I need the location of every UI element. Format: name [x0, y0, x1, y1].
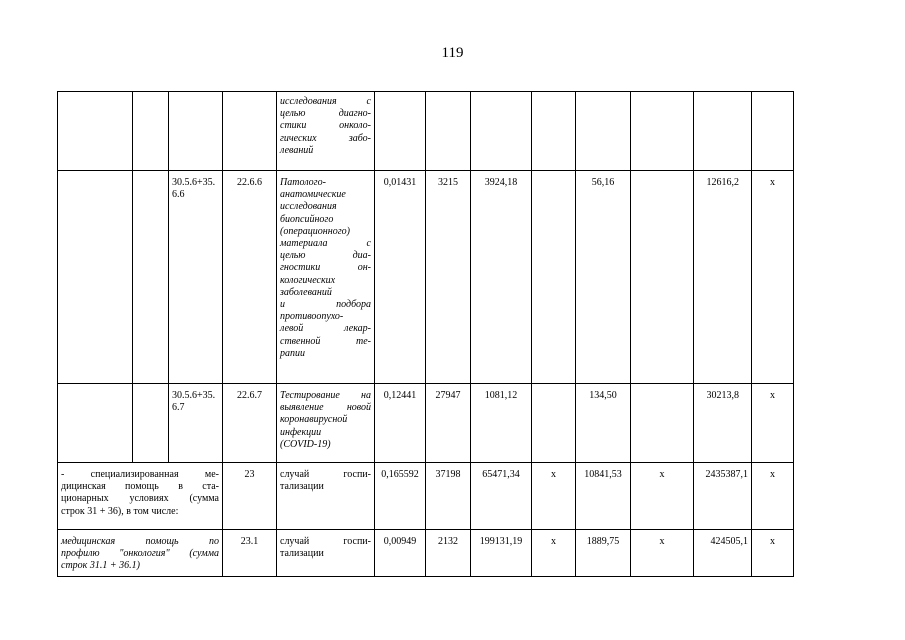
- row-label-cell: [58, 530, 223, 577]
- service-name-line: анатомические: [280, 189, 346, 201]
- col-d-cell: х: [752, 530, 794, 577]
- col-a-cell: [532, 92, 576, 171]
- page-number: 119: [441, 45, 464, 61]
- col-a-cell: х: [532, 530, 576, 577]
- empty-cell: [58, 171, 133, 384]
- count-cell: [426, 92, 471, 171]
- col-c-cell: [631, 92, 694, 171]
- service-name-line: материала с: [280, 238, 371, 250]
- col-d-cell: х: [752, 171, 794, 384]
- col-b-cell: [576, 92, 631, 171]
- count-cell: 3215: [426, 171, 471, 384]
- unit-line: случай госпи-: [280, 536, 371, 547]
- unit-cell: [277, 530, 375, 577]
- service-name-line: исследования: [280, 201, 337, 213]
- row-label-line: медицинская помощь по: [61, 536, 219, 547]
- table-row: [58, 530, 794, 577]
- service-name-line: выявление новой: [280, 402, 371, 414]
- cost-cell: 1081,12: [471, 384, 532, 463]
- col-c-cell: х: [631, 530, 694, 577]
- service-name-line: стики онколо-: [280, 120, 371, 132]
- cost-cell: [471, 92, 532, 171]
- total-cell: 12616,2: [694, 171, 752, 384]
- service-name-line: (операционного): [280, 225, 350, 237]
- table-row: [58, 92, 794, 171]
- empty-cell: [133, 171, 169, 384]
- service-name-line: леваний: [280, 144, 314, 156]
- col-c-cell: [631, 171, 694, 384]
- empty-cell: [133, 384, 169, 463]
- service-name-line: Патолого-: [280, 177, 326, 188]
- service-name-line: рапии: [280, 347, 305, 359]
- cost-cell: 3924,18: [471, 171, 532, 384]
- col-b-cell: 56,16: [576, 171, 631, 384]
- service-name-line: целью диа-: [280, 250, 371, 262]
- service-name-line: (COVID-19): [280, 438, 331, 450]
- empty-cell: [58, 384, 133, 463]
- cost-cell: 199131,19: [471, 530, 532, 577]
- norm-cell: 0,01431: [375, 171, 426, 384]
- subcode-cell: 30.5.6+35.6.6: [169, 171, 223, 384]
- unit-line: случай госпи-: [280, 469, 371, 480]
- service-name-line: Тестирование на: [280, 390, 371, 401]
- service-name-line: левой лекар-: [280, 323, 371, 335]
- service-name-cell: [277, 384, 375, 463]
- norm-cell: [375, 92, 426, 171]
- col-a-cell: х: [532, 463, 576, 530]
- col-b-cell: 10841,53: [576, 463, 631, 530]
- row-label-line: строк 31.1 + 36.1): [61, 560, 140, 572]
- table-row: [58, 384, 794, 463]
- col-a-cell: [532, 384, 576, 463]
- service-name-line: коронавирусной: [280, 414, 348, 426]
- service-name-line: заболеваний: [280, 286, 332, 298]
- service-name-line: и подбора: [280, 299, 371, 311]
- col-d-cell: [752, 92, 794, 171]
- col-c-cell: х: [631, 463, 694, 530]
- code-cell: 23: [223, 463, 277, 530]
- service-name-cell: [277, 171, 375, 384]
- service-name-line: гических забо-: [280, 132, 371, 144]
- total-cell: 30213,8: [694, 384, 752, 463]
- col-c-cell: [631, 384, 694, 463]
- service-name-line: целью диагно-: [280, 108, 371, 120]
- tariff-table: [57, 91, 794, 577]
- unit-line: тализации: [280, 481, 324, 493]
- service-name-line: гностики он-: [280, 262, 371, 274]
- col-d-cell: х: [752, 384, 794, 463]
- row-label-line: профилю "онкология" (сумма: [61, 548, 219, 560]
- service-name-line: биопсийного: [280, 213, 334, 225]
- total-cell: 424505,1: [694, 530, 752, 577]
- service-name-cell: [277, 92, 375, 171]
- col-b-cell: 134,50: [576, 384, 631, 463]
- total-cell: [694, 92, 752, 171]
- norm-cell: 0,165592: [375, 463, 426, 530]
- norm-cell: 0,00949: [375, 530, 426, 577]
- row-label-line: - специализированная ме-: [61, 469, 219, 480]
- code-cell: [223, 92, 277, 171]
- unit-line: тализации: [280, 548, 324, 560]
- cost-cell: 65471,34: [471, 463, 532, 530]
- row-label-cell: [58, 463, 223, 530]
- count-cell: 27947: [426, 384, 471, 463]
- table-row: [58, 463, 794, 530]
- subcode-cell: 30.5.6+35.6.7: [169, 384, 223, 463]
- count-cell: 2132: [426, 530, 471, 577]
- col-a-cell: [532, 171, 576, 384]
- row-label-line: строк 31 + 36), в том числе:: [61, 505, 179, 517]
- row-label-line: ционарных условиях (сумма: [61, 493, 219, 505]
- empty-cell: [133, 92, 169, 171]
- row-label-line: дицинская помощь в ста-: [61, 481, 219, 493]
- code-cell: 22.6.7: [223, 384, 277, 463]
- col-b-cell: 1889,75: [576, 530, 631, 577]
- norm-cell: 0,12441: [375, 384, 426, 463]
- service-name-line: инфекции: [280, 426, 322, 438]
- service-name-line: исследования с: [280, 96, 371, 107]
- count-cell: 37198: [426, 463, 471, 530]
- service-name-line: кологических: [280, 274, 336, 286]
- total-cell: 2435387,1: [694, 463, 752, 530]
- col-d-cell: х: [752, 463, 794, 530]
- code-cell: 22.6.6: [223, 171, 277, 384]
- code-cell: 23.1: [223, 530, 277, 577]
- subcode-cell: [169, 92, 223, 171]
- unit-cell: [277, 463, 375, 530]
- service-name-line: противоопухо-: [280, 311, 344, 323]
- service-name-line: ственной те-: [280, 335, 371, 347]
- empty-cell: [58, 92, 133, 171]
- table-row: [58, 171, 794, 384]
